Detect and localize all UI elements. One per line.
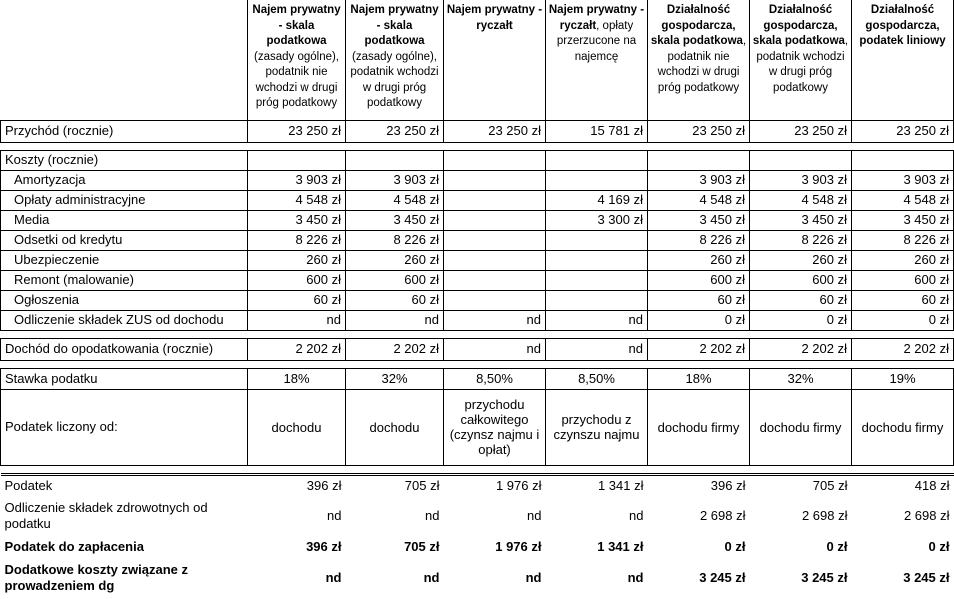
cell-value: nd	[546, 310, 648, 330]
cell-value: 705 zł	[404, 538, 440, 554]
cell-value: dochodu firmy	[852, 389, 954, 465]
section-podsumowanie	[1, 475, 954, 597]
cell-value: 3 903 zł	[648, 170, 750, 190]
cell-value: dochodu	[346, 389, 444, 465]
cell-value: 60 zł	[346, 290, 444, 310]
table-row	[1, 210, 954, 230]
cell-value	[546, 150, 648, 170]
cell-value: 32%	[346, 368, 444, 389]
cell-value: 23 250 zł	[852, 120, 954, 142]
cell-value: 2 698 zł	[801, 508, 848, 523]
column-header	[248, 0, 346, 120]
cell-value: 396 zł	[710, 478, 746, 494]
cell-value	[444, 190, 546, 210]
row-label: Dochód do opodatkowania (rocznie)	[1, 338, 248, 360]
cell-value: 396 zł	[306, 478, 342, 494]
cell-value: 60 zł	[852, 290, 954, 310]
cell-value: 8 226 zł	[648, 230, 750, 250]
cell-value	[546, 230, 648, 250]
cell-value: 260 zł	[346, 250, 444, 270]
cell-value	[248, 150, 346, 170]
header-corner-cell	[1, 0, 248, 120]
cell-value: 2 698 zł	[699, 508, 746, 523]
column-header	[648, 0, 750, 120]
section-gap-cell	[1, 330, 954, 338]
column-header-detail: , opłaty przerzucone na najemcę	[556, 19, 637, 63]
section-gap-cell	[1, 142, 954, 150]
cell-value: 3 450 zł	[648, 210, 750, 230]
section-gap	[1, 330, 954, 338]
cell-value: 8 226 zł	[750, 230, 852, 250]
cell-value: 2 698 zł	[903, 508, 950, 523]
section-gap-cell	[1, 360, 954, 368]
section-gap	[1, 360, 954, 368]
cell-value: dochodu	[248, 389, 346, 465]
cell-value: 23 250 zł	[444, 120, 546, 142]
cell-value	[546, 170, 648, 190]
column-header	[546, 0, 648, 120]
table-row	[1, 250, 954, 270]
row-label: Przychód (rocznie)	[1, 120, 248, 142]
row-label: Podatek	[4, 478, 53, 494]
row-label: Opłaty administracyjne	[1, 190, 248, 210]
cell-value: 260 zł	[248, 250, 346, 270]
cell-value: nd	[525, 569, 542, 585]
cell-value: 3 245 zł	[699, 569, 746, 585]
column-header-title: Działalność gospodarcza, podatek liniowy	[859, 4, 946, 47]
cell-value: 3 903 zł	[248, 170, 346, 190]
cell-value	[444, 270, 546, 290]
cell-value: 3 903 zł	[852, 170, 954, 190]
cell-value: 4 548 zł	[648, 190, 750, 210]
cell-value: 3 450 zł	[852, 210, 954, 230]
cell-value: 32%	[750, 368, 852, 389]
row-label: Ubezpieczenie	[1, 250, 248, 270]
row-label: Podatek liczony od:	[1, 389, 248, 465]
cell-value: 8 226 zł	[852, 230, 954, 250]
cell-value: nd	[425, 508, 440, 523]
cell-value: 0 zł	[852, 310, 954, 330]
cell-value: 60 zł	[750, 290, 852, 310]
section-przychod	[1, 120, 954, 142]
cell-value: 3 245 zł	[801, 569, 848, 585]
cell-value	[444, 290, 546, 310]
cell-value: 3 450 zł	[248, 210, 346, 230]
cell-value: nd	[325, 569, 342, 585]
table-row	[1, 120, 954, 142]
row-label: Stawka podatku	[1, 368, 248, 389]
cell-value: 600 zł	[750, 270, 852, 290]
column-header-detail: , podatnik nie wchodzi w drugi próg podatkowy	[657, 35, 747, 94]
column-header-title: Najem prywatny - ryczałt	[446, 4, 543, 32]
cell-value: 3 300 zł	[546, 210, 648, 230]
cell-value: 600 zł	[852, 270, 954, 290]
cell-value: 3 450 zł	[346, 210, 444, 230]
cell-value	[444, 250, 546, 270]
cell-value: 19%	[852, 368, 954, 389]
cell-value: 4 548 zł	[248, 190, 346, 210]
table-row	[1, 270, 954, 290]
cell-value: 0 zł	[648, 310, 750, 330]
cell-value: 1 341 zł	[597, 538, 644, 554]
cell-value: 4 548 zł	[750, 190, 852, 210]
table-row	[1, 170, 954, 190]
row-label: Media	[1, 210, 248, 230]
column-header-detail: (zasady ogólne), podatnik nie wchodzi w drugi próg podatkowy	[253, 50, 340, 109]
cell-value: 2 202 zł	[648, 338, 750, 360]
cell-value	[444, 230, 546, 250]
cell-value	[648, 150, 750, 170]
row-label: Remont (malowanie)	[1, 270, 248, 290]
cell-value: przychodu całkowitego (czynsz najmu i opłat)	[444, 389, 546, 465]
table-row	[1, 497, 954, 535]
cell-value: 23 250 zł	[648, 120, 750, 142]
table-row	[1, 389, 954, 465]
table-row	[1, 558, 954, 597]
cell-value: 705 zł	[404, 478, 440, 494]
cell-value: 0 zł	[928, 538, 950, 554]
cell-value: 418 zł	[914, 478, 950, 494]
cell-value	[546, 290, 648, 310]
table-row	[1, 290, 954, 310]
cell-value	[852, 150, 954, 170]
row-label: Odsetki od kredytu	[1, 230, 248, 250]
cell-value: 260 zł	[852, 250, 954, 270]
cell-value: 2 202 zł	[852, 338, 954, 360]
cell-value: 4 548 zł	[852, 190, 954, 210]
table-row	[1, 310, 954, 330]
cell-value: nd	[423, 569, 440, 585]
cell-value: 260 zł	[750, 250, 852, 270]
section-dochod	[1, 338, 954, 360]
cell-value: 0 zł	[750, 310, 852, 330]
column-header-detail: (zasady ogólne), podatnik wchodzi w drugi próg podatkowy	[350, 50, 439, 109]
cell-value: 2 202 zł	[750, 338, 852, 360]
section-stawka	[1, 368, 954, 465]
cell-value: 1 976 zł	[495, 478, 542, 494]
cell-value	[750, 150, 852, 170]
cell-value: 60 zł	[648, 290, 750, 310]
column-header	[346, 0, 444, 120]
table-row	[1, 475, 954, 497]
cell-value: 23 250 zł	[248, 120, 346, 142]
cell-value	[546, 270, 648, 290]
column-header-title: Najem prywatny - skala podatkowa	[252, 4, 341, 47]
section-gap	[1, 465, 954, 473]
cell-value: dochodu firmy	[648, 389, 750, 465]
cell-value: 3 245 zł	[903, 569, 950, 585]
column-header-title: Najem prywatny - ryczałt	[548, 4, 645, 32]
cell-value: 15 781 zł	[546, 120, 648, 142]
row-label: Ogłoszenia	[1, 290, 248, 310]
cell-value: 18%	[648, 368, 750, 389]
table-row	[1, 535, 954, 558]
cell-value: 2 202 zł	[346, 338, 444, 360]
cell-value: nd	[629, 508, 644, 523]
table-row	[1, 230, 954, 250]
section-koszty	[1, 150, 954, 330]
row-label: Amortyzacja	[1, 170, 248, 190]
cell-value: 8,50%	[546, 368, 648, 389]
cell-value: 3 903 zł	[346, 170, 444, 190]
cell-value: 8 226 zł	[346, 230, 444, 250]
cell-value: 8 226 zł	[248, 230, 346, 250]
cell-value: 18%	[248, 368, 346, 389]
cell-value	[346, 150, 444, 170]
cell-value: nd	[444, 338, 546, 360]
table-row	[1, 190, 954, 210]
table-row	[1, 338, 954, 360]
cell-value	[444, 170, 546, 190]
table-row	[1, 150, 954, 170]
row-label: Koszty (rocznie)	[1, 150, 248, 170]
cell-value: 705 zł	[812, 478, 848, 494]
cell-value: 396 zł	[306, 538, 342, 554]
cell-value: nd	[444, 310, 546, 330]
cell-value: 1 976 zł	[495, 538, 542, 554]
column-header-detail: , podatnik wchodzi w drugi próg podatkowy	[756, 35, 849, 94]
row-label: Odliczenie składek zdrowotnych od podatku	[4, 500, 208, 531]
cell-value: 2 202 zł	[248, 338, 346, 360]
row-label: Odliczenie składek ZUS od dochodu	[1, 310, 248, 330]
section-gap-cell	[1, 465, 954, 473]
column-header-title: Działalność gospodarcza, skala podatkowa	[650, 4, 743, 47]
cell-value: 8,50%	[444, 368, 546, 389]
row-label: Podatek do zapłacenia	[4, 538, 144, 554]
section-gap	[1, 142, 954, 150]
cell-value: 1 341 zł	[597, 478, 644, 494]
cell-value	[444, 210, 546, 230]
column-header	[750, 0, 852, 120]
cell-value: nd	[527, 508, 542, 523]
cell-value	[546, 250, 648, 270]
cell-value: 600 zł	[648, 270, 750, 290]
column-header-title: Najem prywatny - skala podatkowa	[350, 4, 439, 47]
column-header	[444, 0, 546, 120]
cell-value: 23 250 zł	[750, 120, 852, 142]
column-header	[852, 0, 954, 120]
cell-value: 3 903 zł	[750, 170, 852, 190]
cell-value: nd	[346, 310, 444, 330]
header-row	[1, 0, 954, 120]
row-label: Dodatkowe koszty związane z prowadzeniem dg	[4, 561, 188, 593]
cell-value: 60 zł	[248, 290, 346, 310]
cell-value: 260 zł	[648, 250, 750, 270]
cell-value: nd	[248, 310, 346, 330]
cell-value: 4 169 zł	[546, 190, 648, 210]
cell-value	[444, 150, 546, 170]
cell-value: 600 zł	[346, 270, 444, 290]
column-header-title: Działalność gospodarcza, skala podatkowa	[752, 4, 845, 47]
table-header	[1, 0, 954, 120]
cell-value: 3 450 zł	[750, 210, 852, 230]
cell-value: nd	[327, 508, 342, 523]
cell-value: nd	[546, 338, 648, 360]
table-row	[1, 368, 954, 389]
cell-value: 23 250 zł	[346, 120, 444, 142]
cell-value: nd	[627, 569, 644, 585]
cell-value: 0 zł	[826, 538, 848, 554]
cell-value: 4 548 zł	[346, 190, 444, 210]
cell-value: 600 zł	[248, 270, 346, 290]
cell-value: dochodu firmy	[750, 389, 852, 465]
cell-value: 0 zł	[724, 538, 746, 554]
cell-value: przychodu z czynszu najmu	[546, 389, 648, 465]
